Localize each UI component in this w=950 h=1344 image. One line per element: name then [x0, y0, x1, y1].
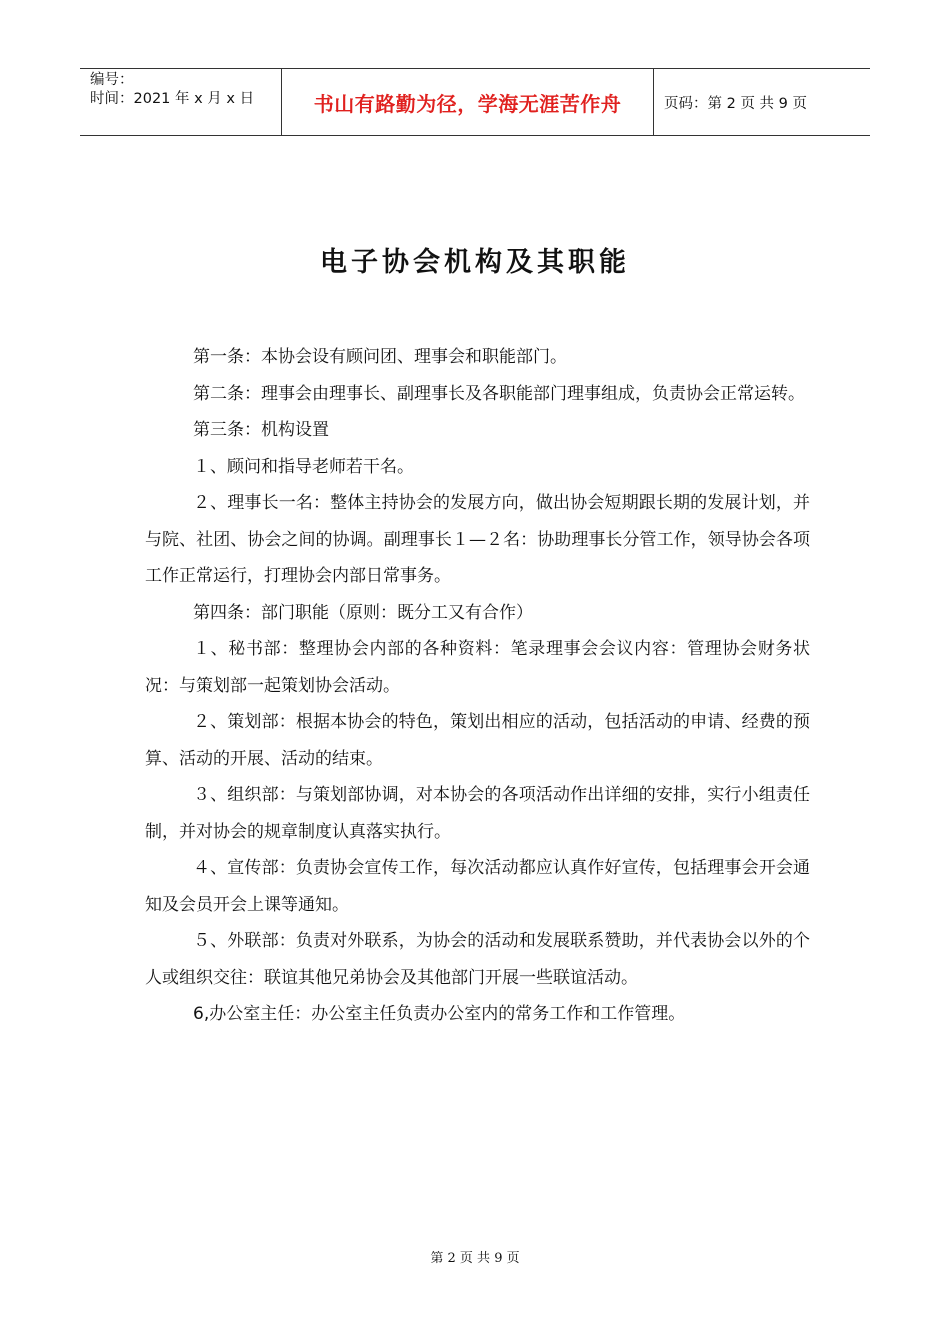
header-time-label: 时间：2021 年 x 月 x 日: [90, 91, 255, 107]
document-title: 电子协会机构及其职能: [320, 247, 630, 278]
paragraph-item-advisors: １、顾问和指导老师若干名。: [193, 456, 414, 477]
paragraph-dept-external: ５、外联部：负责对外联系，为协会的活动和发展联系赞助，并代表协会以外的个人或组织交往：联谊其他兄弟协会及其他部门开展一些联谊活动。: [145, 931, 810, 988]
header-page-info: 页码：第 2 页 共 9 页: [664, 95, 807, 112]
page-header: [80, 68, 870, 136]
paragraph-article-4: 第四条：部门职能（原则：既分工又有合作）: [193, 602, 533, 623]
header-motto: 书山有路勤为径，学海无涯苦作舟: [282, 69, 654, 135]
header-meta: [80, 69, 282, 135]
paragraph-dept-planning: ２、策划部：根据本协会的特色，策划出相应的活动，包括活动的申请、经费的预算、活动的开展、活动的结束。: [145, 712, 810, 769]
paragraph-office-director: 6,办公室主任：办公室主任负责办公室内的常务工作和工作管理。: [193, 1004, 686, 1024]
paragraph-article-3: 第三条：机构设置: [193, 420, 329, 440]
paragraph-dept-publicity: ４、宣传部：负责协会宣传工作，每次活动都应认真作好宣传，包括理事会开会通知及会员开会上课等通知。: [145, 858, 810, 915]
paragraph-article-1: 第一条：本协会设有顾问团、理事会和职能部门。: [193, 347, 567, 367]
paragraph-item-chairman: ２、理事长一名：整体主持协会的发展方向，做出协会短期跟长期的发展计划，并与院、社团、协会之间的协调。副理事长１—２名：协助理事长分管工作，领导协会各项工作正常运行，打理协会内部日常事务。: [145, 493, 810, 586]
paragraph-article-2: 第二条：理事会由理事长、副理事长及各职能部门理事组成，负责协会正常运转。: [193, 383, 805, 404]
paragraph-dept-organization: ３、组织部：与策划部协调，对本协会的各项活动作出详细的安排，实行小组责任制，并对协会的规章制度认真落实执行。: [145, 785, 810, 842]
page-footer: 第 2 页 共 9 页: [430, 1251, 520, 1266]
paragraph-dept-secretariat: １、秘书部：整理协会内部的各种资料：笔录理事会会议内容：管理协会财务状况：与策划部一起策划协会活动。: [145, 639, 810, 696]
header-number-label: 编号：: [90, 72, 134, 88]
document-body: [145, 339, 810, 1033]
